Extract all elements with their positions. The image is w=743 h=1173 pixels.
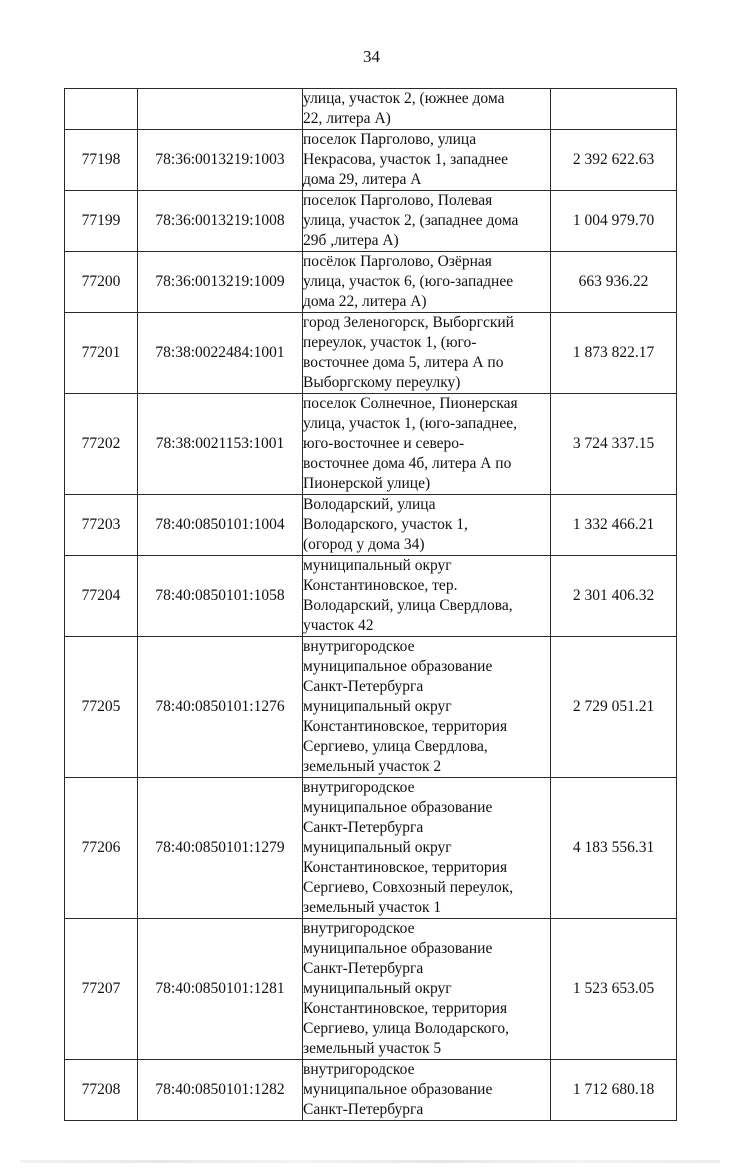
address-line: поселок Солнечное, Пионерская [303,395,518,412]
address-line: Володарский, улица Свердлова, [303,597,513,614]
address-line: юго-восточнее и северо- [303,435,465,452]
cadastral-value-cell: 4 183 556.31 [551,778,677,919]
table-row [65,556,677,637]
address-line: Санкт-Петербурга [303,960,424,977]
address-line: муниципальное образование [303,940,493,957]
address-cell [303,1060,551,1121]
address-line: дома 22, литера А) [303,293,427,310]
address-line: улица, участок 1, (юго-западнее, [303,415,517,432]
address-line: дома 29, литера А [303,171,422,188]
address-line: земельный участок 1 [303,899,442,916]
cadastral-number-cell [138,89,303,130]
address-line: Володарский, улица [303,496,436,513]
address-line: муниципальное образование [303,799,493,816]
address-line: земельный участок 5 [303,1040,442,1057]
cadastral-value-cell: 663 936.22 [551,252,677,313]
table-row [65,919,677,1060]
row-number-cell: 77199 [65,191,138,252]
address-line: внутригородское [303,1061,415,1078]
cadastral-number-cell: 78:38:0021153:1001 [138,394,303,495]
cadastral-value-cell: 1 873 822.17 [551,313,677,394]
address-line: муниципальное образование [303,1081,493,1098]
address-line: Пионерской улице) [303,475,431,492]
cadastral-number-cell: 78:36:0013219:1008 [138,191,303,252]
address-line: Сергиево, улица Володарского, [303,1020,509,1037]
cadastral-number-cell: 78:40:0850101:1004 [138,495,303,556]
table-row [65,313,677,394]
address-line: улица, участок 2, (южнее дома [303,90,505,107]
address-line: Некрасова, участок 1, западнее [303,151,509,168]
address-line: муниципальный округ [303,557,452,574]
row-number-cell: 77201 [65,313,138,394]
table-row [65,191,677,252]
row-number-cell [65,89,138,130]
address-cell [303,130,551,191]
address-line: восточнее дома 5, литера А по [303,354,504,371]
table-row [65,89,677,130]
address-line: муниципальное образование [303,658,493,675]
address-line: Санкт-Петербурга [303,819,424,836]
address-line: муниципальный округ [303,839,452,856]
address-line: внутригородское [303,779,415,796]
address-line: улица, участок 6, (юго-западнее [303,273,514,290]
row-number-cell: 77203 [65,495,138,556]
address-line: Константиновское, территория [303,1000,508,1017]
address-line: муниципальный округ [303,980,452,997]
address-line: посёлок Парголово, Озёрная [303,253,492,270]
row-number-cell: 77202 [65,394,138,495]
cadastral-number-cell: 78:40:0850101:1058 [138,556,303,637]
address-cell [303,778,551,919]
row-number-cell: 77207 [65,919,138,1060]
address-cell [303,394,551,495]
table-row [65,394,677,495]
address-line: внутригородское [303,638,415,655]
address-line: (огород у дома 34) [303,536,425,553]
address-line: поселок Парголово, улица [303,131,477,148]
address-line: Константиновское, территория [303,859,508,876]
address-line: Володарского, участок 1, [303,516,468,533]
cadastral-number-cell: 78:40:0850101:1276 [138,637,303,778]
address-cell [303,637,551,778]
table-row [65,495,677,556]
address-cell [303,191,551,252]
page-number: 34 [363,47,380,66]
row-number-cell: 77198 [65,130,138,191]
address-cell [303,252,551,313]
address-cell [303,89,551,130]
cadastral-value-cell: 2 729 051.21 [551,637,677,778]
cadastral-number-cell: 78:36:0013219:1003 [138,130,303,191]
row-number-cell: 77206 [65,778,138,919]
address-cell [303,919,551,1060]
address-line: Константиновское, территория [303,718,508,735]
address-line: муниципальный округ [303,698,452,715]
table-body [65,89,677,1121]
cadastral-value-cell: 3 724 337.15 [551,394,677,495]
address-line: 29б ,литера А) [303,232,399,249]
address-cell [303,313,551,394]
address-line: внутригородское [303,920,415,937]
row-number-cell: 77208 [65,1060,138,1121]
table-row [65,778,677,919]
address-line: Санкт-Петербурга [303,678,424,695]
table-row [65,637,677,778]
address-line: город Зеленогорск, Выборгский [303,314,514,331]
table-row [65,130,677,191]
cadastral-value-cell: 1 712 680.18 [551,1060,677,1121]
address-line: Выборгскому переулку) [303,374,461,391]
address-line: поселок Парголово, Полевая [303,192,493,209]
cadastral-value-cell: 2 392 622.63 [551,130,677,191]
row-number-cell: 77204 [65,556,138,637]
address-cell [303,495,551,556]
address-line: восточнее дома 4б, литера А по [303,455,512,472]
cadastral-number-cell: 78:40:0850101:1279 [138,778,303,919]
address-line: участок 42 [303,617,374,634]
cadastral-number-cell: 78:36:0013219:1009 [138,252,303,313]
address-line: земельный участок 2 [303,758,442,775]
row-number-cell: 77200 [65,252,138,313]
table-row [65,252,677,313]
address-line: Сергиево, Совхозный переулок, [303,879,514,896]
land-value-table [64,88,677,1121]
cadastral-value-cell: 2 301 406.32 [551,556,677,637]
row-number-cell: 77205 [65,637,138,778]
address-line: улица, участок 2, (западнее дома [303,212,519,229]
cadastral-value-cell: 1 004 979.70 [551,191,677,252]
cadastral-number-cell: 78:40:0850101:1281 [138,919,303,1060]
cadastral-value-cell: 1 523 653.05 [551,919,677,1060]
address-line: Сергиево, улица Свердлова, [303,738,488,755]
address-line: Санкт-Петербурга [303,1101,424,1118]
address-line: Константиновское, тер. [303,577,458,594]
cadastral-value-cell [551,89,677,130]
address-cell [303,556,551,637]
table-row [65,1060,677,1121]
address-line: переулок, участок 1, (юго- [303,334,477,351]
scan-edge-artifact [20,1160,720,1163]
cadastral-number-cell: 78:40:0850101:1282 [138,1060,303,1121]
address-line: 22, литера А) [303,110,391,127]
cadastral-number-cell: 78:38:0022484:1001 [138,313,303,394]
cadastral-value-cell: 1 332 466.21 [551,495,677,556]
